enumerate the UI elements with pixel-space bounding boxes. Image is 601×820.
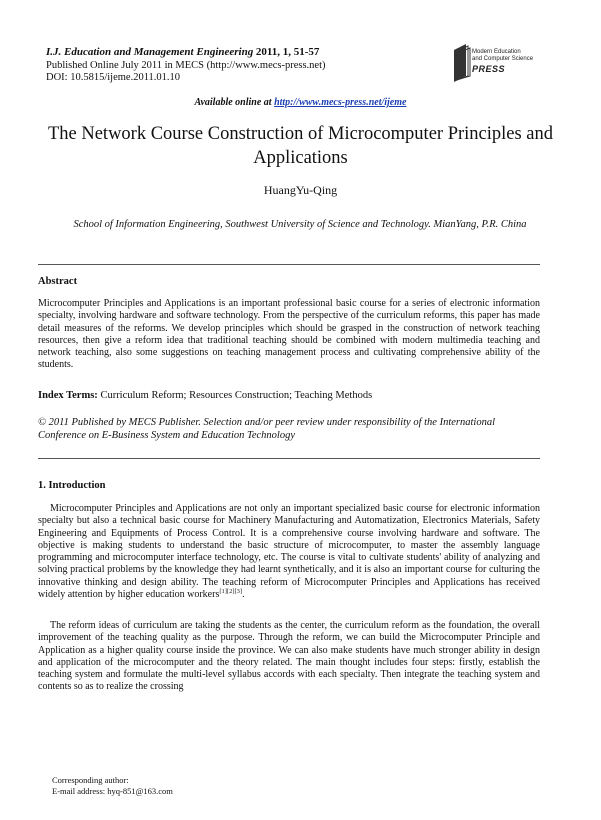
journal-volume: 2011, 1, 51-57 — [255, 46, 320, 58]
abstract-text: Microcomputer Principles and Applications is an important professional basic course for a series of electronic information specialty, involving hardware and software technology. From the perspective of the curriculum reforms, this paper has made detail measures of the reforms. We develop principles which should be grasped in the construction of network teaching resources, then give a reform idea that traditional teaching should be combined with modern multimedia teaching and network teaching, also some suggestions on teaching management process and cultivating comprehensive ability of the students. — [38, 298, 540, 371]
copyright-notice: © 2011 Published by MECS Publisher. Selection and/or peer review under responsibility of the International Conference on E-Business System and Education Technology — [38, 417, 495, 441]
journal-url-link[interactable]: http://www.mecs-press.net/ijeme — [274, 97, 407, 108]
journal-citation — [46, 46, 326, 60]
author-affiliation: School of Information Engineering, Southwest University of Science and Technology. MianYang, P.R. China — [73, 219, 527, 230]
index-terms — [38, 390, 540, 402]
footnote — [52, 775, 173, 796]
index-terms-values: Curriculum Reform; Resources Construction; Teaching Methods — [97, 390, 373, 401]
footnote-label: Corresponding author: — [52, 775, 129, 785]
paper-title: The Network Course Construction of Microcomputer Principles and Applications — [47, 124, 554, 168]
author-name: HuangYu-Qing — [263, 183, 338, 197]
citation-refs: [1][2][3] — [219, 588, 243, 596]
logo-line-2: and Computer Science — [472, 55, 534, 62]
journal-header — [46, 46, 326, 85]
index-terms-label: Index Terms: — [38, 390, 98, 401]
abstract-heading: Abstract — [38, 276, 78, 287]
logo-line-1: Modern Education — [472, 49, 521, 55]
intro-paragraph-1 — [38, 503, 540, 601]
introduction-heading: 1. Introduction — [38, 480, 106, 491]
available-online — [0, 97, 601, 108]
doi-line: DOI: 10.5815/ijeme.2011.01.10 — [46, 72, 181, 83]
book-icon — [452, 42, 474, 82]
intro-paragraph-1-text: Microcomputer Principles and Applications are not only an important specialized basic course for electronic information specialty but also a technical basic course for Machinery Manufacturing and Automatization, Electronics Materials, Safety Engineering and Equipments of Process Control. It is a comprehensive course involving hardware and software. The objective is making students to understand the basic structure of microcomputer, to master the assembly language programming and microcomputer interface technology, etc. The course is vital to cultivate students' ability of analyzing and solving practical problems by the knowledge they had learnt synthetically, and it is also an important course for culturing the innovative thinking and design ability. The teaching reform of Microcomputer Principles and Applications has received widely attention by higher education workers — [38, 503, 540, 601]
footnote-email: E-mail address: hyq-851@163.com — [52, 785, 173, 796]
divider-bottom — [38, 458, 540, 459]
intro-paragraph-1-end: . — [242, 589, 245, 601]
logo-text — [472, 49, 533, 62]
journal-name: I.J. Education and Management Engineering — [46, 46, 254, 58]
logo-press: PRESS — [472, 64, 506, 74]
divider-top — [38, 264, 540, 265]
available-label: Available online at — [194, 97, 275, 108]
intro-paragraph-2: The reform ideas of curriculum are taking the students as the center, the curriculum reform as the foundation, the overall improvement of the teaching quality as the purpose. Through the reform, we can build the Microcomputer Principle and Application as a higher quality course inside the province. We can also make students have much stronger ability in design and application of the microcomputer and the theory related. The main thought includes four steps: firstly, establish the teaching system and formulate the multi-level syllabus accords with each specialty. Then integrate the teaching system and contents so as to realize the crossing — [38, 620, 540, 693]
published-line: Published Online July 2011 in MECS (http://www.mecs-press.net) — [46, 59, 326, 71]
publisher-logo — [452, 40, 562, 84]
